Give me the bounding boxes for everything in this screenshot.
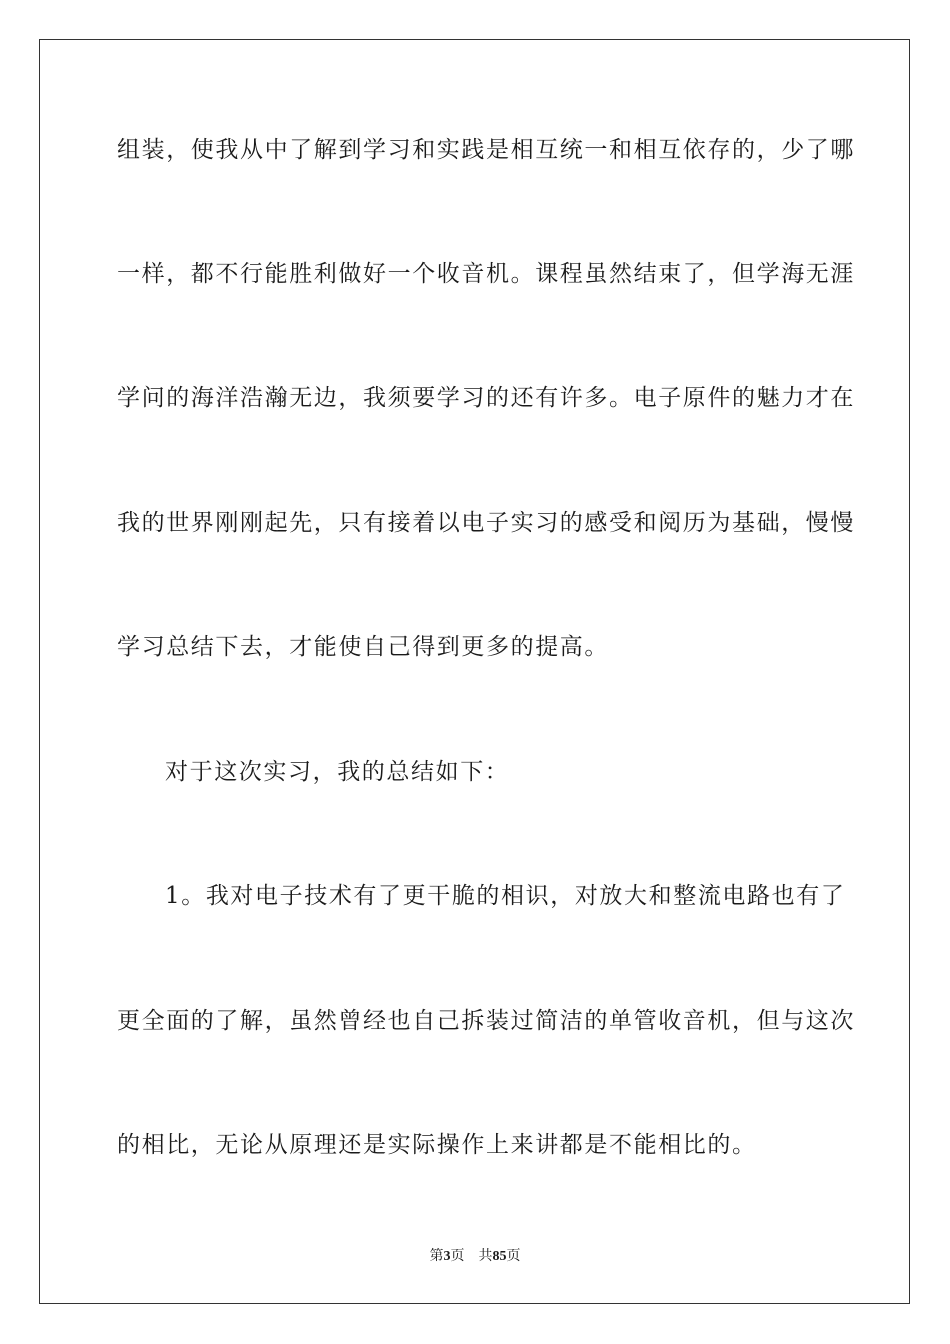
list-item-1-line-2: 更全面的了解，虽然曾经也自己拆装过简洁的单管收音机，但与这次 (117, 1008, 855, 1034)
total-suffix: 页 (506, 1248, 521, 1264)
page-border (39, 39, 910, 1304)
page-prefix: 第 (429, 1248, 444, 1264)
text-line-1: 组装，使我从中了解到学习和实践是相互统一和相互依存的，少了哪 (117, 137, 855, 163)
text-line-5: 学习总结下去，才能使自己得到更多的提高。 (117, 634, 609, 660)
list-item-1-line-3: 的相比，无论从原理还是实际操作上来讲都是不能相比的。 (117, 1132, 757, 1158)
total-prefix: 共 (478, 1248, 493, 1264)
text-line-3: 学问的海洋浩瀚无边，我须要学习的还有许多。电子原件的魅力才在 (117, 385, 855, 411)
page-footer (0, 1246, 950, 1267)
total-pages: 85 (492, 1249, 507, 1264)
text-line-4: 我的世界刚刚起先，只有接着以电子实习的感受和阅历为基础，慢慢 (117, 510, 855, 536)
list-item-1-line-1: 1。我对电子技术有了更干脆的相识，对放大和整流电路也有了 (165, 883, 846, 909)
page-number: 3 (443, 1249, 451, 1264)
text-line-2: 一样，都不行能胜利做好一个收音机。课程虽然结束了，但学海无涯 (117, 261, 855, 287)
paragraph-intro: 对于这次实习，我的总结如下： (165, 759, 510, 785)
page-suffix: 页 (450, 1248, 465, 1264)
